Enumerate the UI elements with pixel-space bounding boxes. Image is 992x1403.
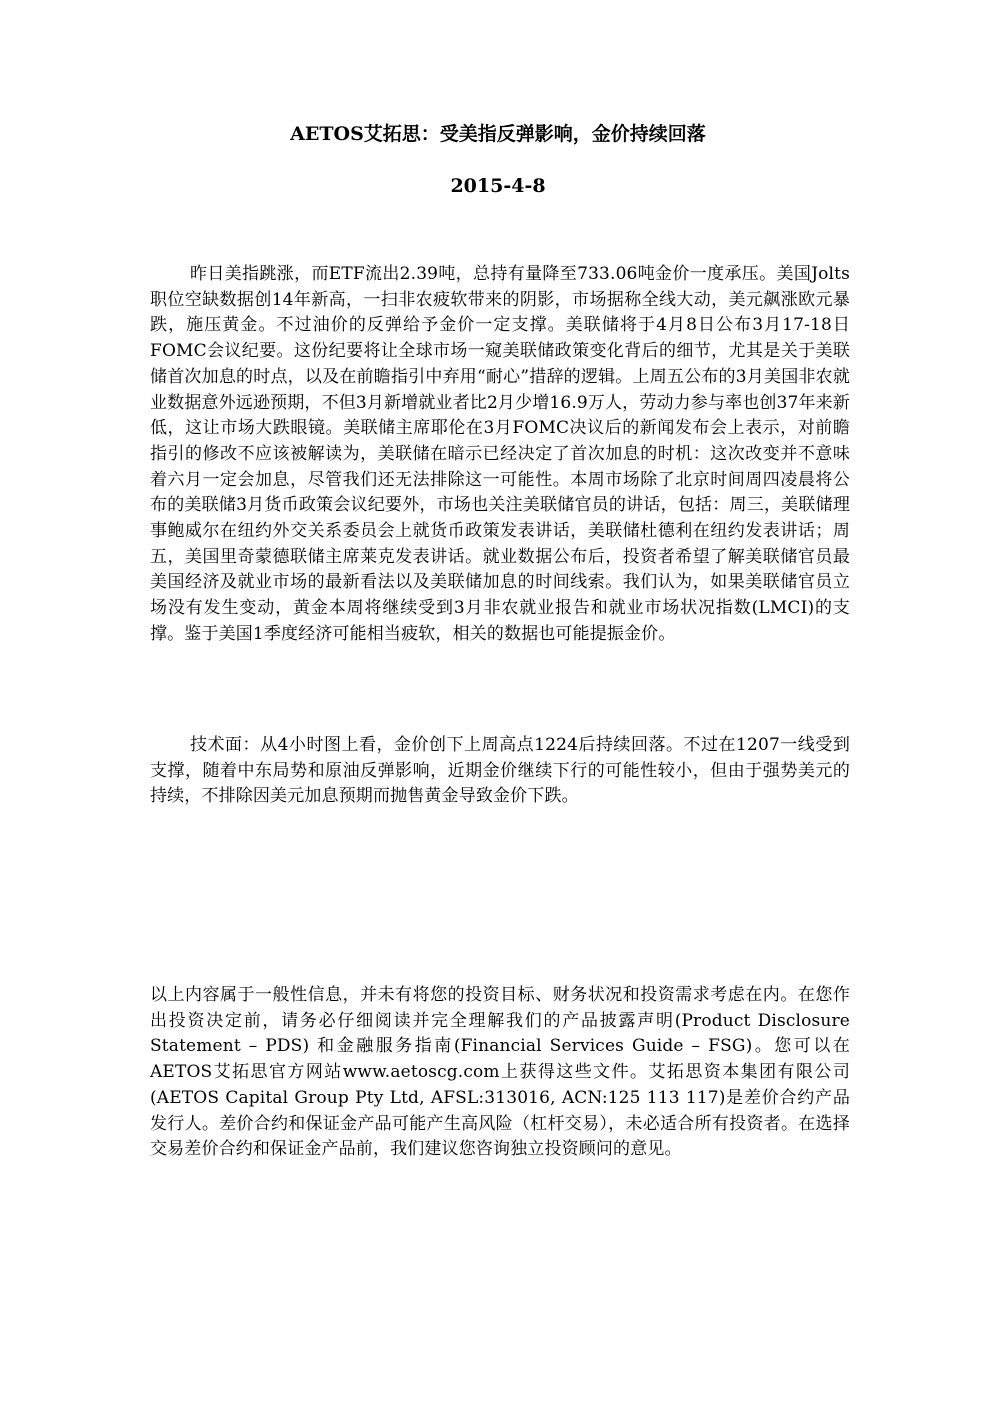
body-paragraph-market-news: 昨日美指跳涨，而ETF流出2.39吨，总持有量降至733.06吨金价一度承压。美国Jolts职位空缺数据创14年新高，一扫非农疲软带来的阴影，市场据称全线大动，美元飙涨欧元暴跌，施压黄金。不过油价的反弹给予金价一定支撑。美联储将于4月8日公布3月17-18日FOMC会议纪要。这份纪要将让全球市场一窥美联储政策变化背后的细节，尤其是关于美联储首次加息的时点，以及在前瞻指引中弃用“耐心”措辞的逻辑。上周五公布的3月美国非农就业数据意外远逊预期，不但3月新增就业者比2月少增16.9万人，劳动力参与率也创37年来新低，这让市场大跌眼镜。美联储主席耶伦在3月FOMC决议后的新闻发布会上表示，对前瞻指引的修改不应该被解读为，美联储在暗示已经决定了首次加息的时机：这次改变并不意味着六月一定会加息，尽管我们还无法排除这一可能性。本周市场除了北京时间周四凌晨将公布的美联储3月货币政策会议纪要外，市场也关注美联储官员的讲话，包括：周三，美联储理事鲍威尔在纽约外交关系委员会上就货币政策发表讲话，美联储杜德利在纽约发表讲话；周五，美国里奇蒙德联储主席莱克发表讲话。就业数据公布后，投资者希望了解美联储官员最美国经济及就业市场的最新看法以及美联储加息的时间线索。我们认为，如果美联储官员立场没有发生变动，黄金本周将继续受到3月非农就业报告和就业市场状况指数(LMCI)的支撑。鉴于美国1季度经济可能相当疲软，相关的数据也可能提振金价。 — [150, 264, 850, 644]
document-title: AETOS艾拓思：受美指反弹影响，金价持续回落 — [290, 123, 706, 145]
disclaimer-paragraph: 以上内容属于一般性信息，并未有将您的投资目标、财务状况和投资需求考虑在内。在您作出投资决定前，请务必仔细阅读并完全理解我们的产品披露声明(Product Disclosure Statement – PDS) 和金融服务指南(Financial Services Guide – FSG)。您可以在AETOS艾拓思官方网站www.aetoscg.com上获得这些文件。艾拓思资本集团有限公司(AETOS Capital Group Pty Ltd, AFSL:313016, ACN:125 113 117)是差价合约产品发行人。差价合约和保证金产品可能产生高风险（杠杆交易），未必适合所有投资者。在选择交易差价合约和保证金产品前，我们建议您咨询独立投资顾问的意见。 — [150, 985, 850, 1160]
body-paragraph-technical-analysis: 技术面：从4小时图上看，金价创下上周高点1224后持续回落。不过在1207一线受到支撑，随着中东局势和原油反弹影响，近期金价继续下行的可能性较小，但由于强势美元的持续，不排除因美元加息预期而抛售黄金导致金价下跌。 — [150, 735, 850, 807]
document-date: 2015-4-8 — [450, 175, 546, 197]
